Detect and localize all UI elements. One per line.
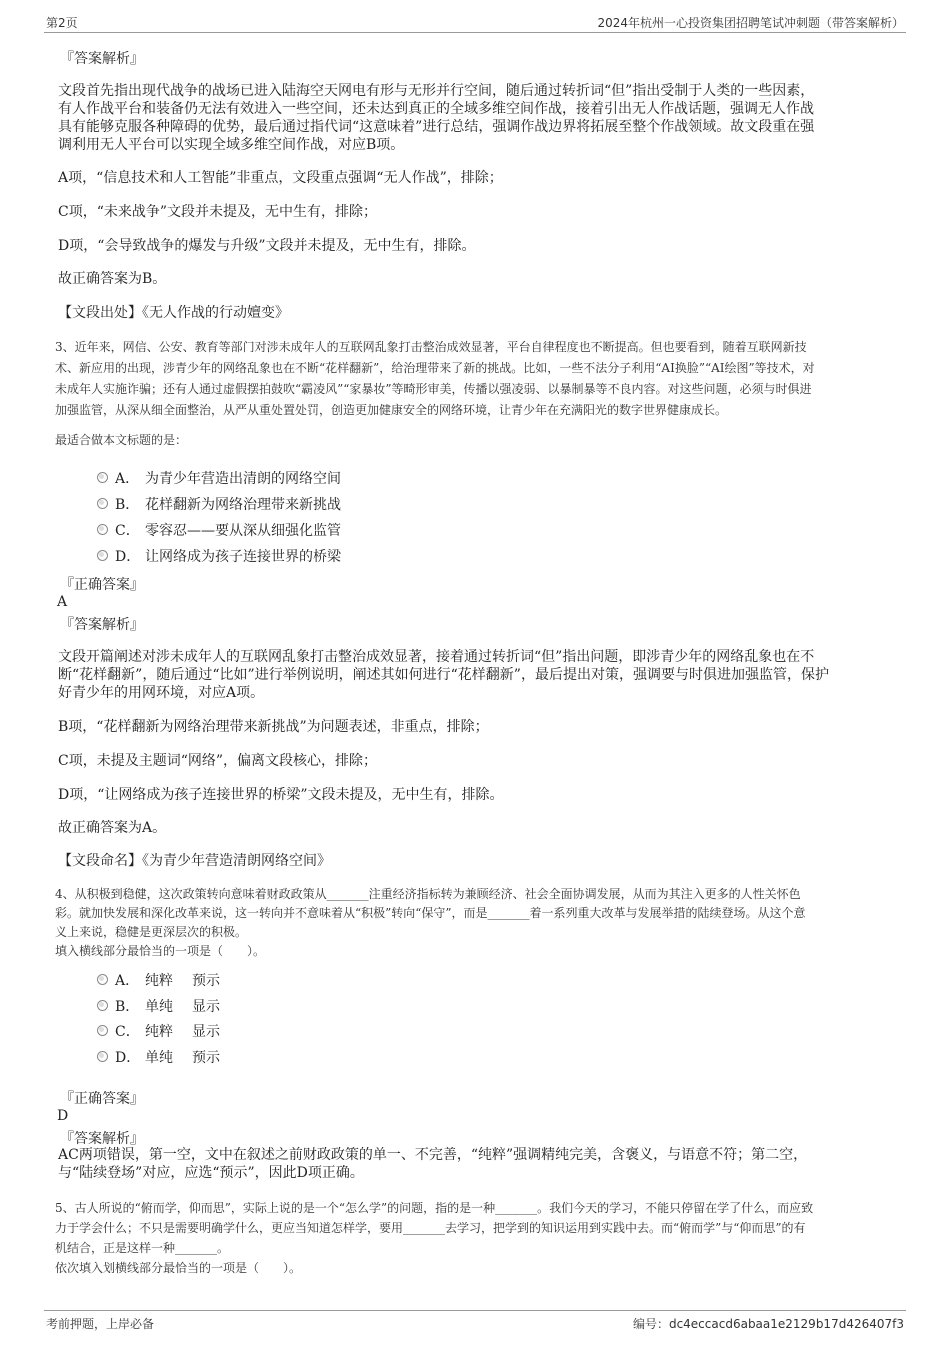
document-title: 2024年杭州一心投资集团招聘笔试冲刺题（带答案解析）	[597, 16, 904, 30]
radio-icon[interactable]	[97, 524, 108, 535]
q2-analysis-tag: 『答案解析』	[60, 51, 144, 67]
q4-analysis-line: 与“陆续登场”对应，应选“预示”，因此D项正确。	[58, 1165, 364, 1181]
q3-analysis-tag: 『答案解析』	[60, 617, 144, 633]
q4-answer-tag: 『正确答案』	[60, 1091, 144, 1107]
q3-option-c-analysis: C项，未提及主题词“网络”，偏离文段核心，排除；	[58, 753, 378, 769]
q2-analysis-line: 具有能够克服各种障碍的优势，最后通过指代词“这意味着”进行总结，强调作战边界将拓展至整个作战领域。故文段重在强	[58, 119, 815, 135]
q4-stem-line: 4、从积极到稳健，这次政策转向意味着财政政策从_______注重经济指标转为兼顾经济、社会全面协调发展，从而为其注入更多的人性关怀色	[55, 887, 801, 901]
q4-stem-line: 义上来说，稳健是更深层次的积极。	[55, 925, 248, 939]
q3-stem-line: 3、近年来，网信、公安、教育等部门对涉未成年人的互联网乱象打击整治成效显著，平台自律程度也不断提高。但也要看到，随着互联网新技	[55, 340, 807, 354]
q4-answer: D	[57, 1108, 69, 1124]
q4-analysis-line: AC两项错误，第一空，文中在叙述之前财政政策的单一、不完善，“纯粹”强调精纯完美，含褒义，与语意不符；第二空，	[58, 1147, 808, 1163]
page-number: 第2页	[46, 16, 78, 30]
radio-icon[interactable]	[97, 498, 108, 509]
radio-icon[interactable]	[97, 1051, 108, 1062]
q2-analysis-line: 调利用无人平台可以实现全域多维空间作战，对应B项。	[58, 137, 405, 153]
page-footer	[44, 1310, 906, 1333]
q2-analysis	[58, 82, 898, 154]
q3-stem-line: 术、新应用的出现，涉青少年的网络乱象也在不断“花样翻新”，给治理带来了新的挑战。比如，一些不法分子利用“AI换脸”“AI绘图”等技术，对	[55, 361, 815, 375]
q3-answer-tag: 『正确答案』	[60, 577, 144, 593]
q5-stem-line: 5、古人所说的“俯而学，仰而思”，实际上说的是一个“怎么学”的问题，指的是一种_______。我们今天的学习，不能只停留在学了什么，而应致	[55, 1201, 814, 1215]
document-code: 编号：dc4eccacd6abaa1e2129b17d426407f3	[632, 1317, 904, 1331]
radio-icon[interactable]	[97, 550, 108, 561]
page-header	[44, 12, 906, 33]
q3-analysis-line: 断“花样翻新”，随后通过“比如”进行举例说明，阐述其如何进行“花样翻新”，最后提出对策，强调要与时俱进加强监管，保护	[58, 667, 829, 683]
q3-option-b-analysis: B项，“花样翻新为网络治理带来新挑战”为问题表述，非重点，排除；	[58, 719, 489, 735]
footer-slogan: 考前押题，上岸必备	[46, 1317, 155, 1331]
q3-analysis-line: 文段开篇阐述对涉未成年人的互联网乱象打击整治成效显著，接着通过转折词“但”指出问题，即涉青少年的网络乱象也在不	[58, 649, 815, 665]
q3-stem	[55, 337, 905, 421]
q3-conclusion: 故正确答案为A。	[58, 820, 167, 836]
q3-naming: 【文段命名】《为青少年营造清朗网络空间》	[58, 853, 331, 869]
radio-icon[interactable]	[97, 974, 108, 985]
q5-stem-line: 机结合，正是这样一种_______。	[55, 1241, 230, 1255]
q4-analysis	[58, 1146, 898, 1182]
q3-analysis	[58, 648, 898, 702]
q3-question: 最适合做本文标题的是：	[55, 433, 188, 447]
q3-analysis-line: 好青少年的用网环境，对应A项。	[58, 685, 265, 701]
q4-stem	[55, 885, 905, 961]
radio-icon[interactable]	[97, 472, 108, 483]
radio-icon[interactable]	[97, 1000, 108, 1011]
q3-answer: A	[57, 594, 68, 610]
q2-analysis-line: 文段首先指出现代战争的战场已进入陆海空天网电有形与无形并行空间，随后通过转折词“但”指出受制于人类的一些因素，	[58, 83, 815, 99]
q3-option-d-analysis: D项，“让网络成为孩子连接世界的桥梁”文段未提及，无中生有，排除。	[58, 787, 504, 803]
q3-stem-line: 加强监管，从深从细全面整治，从严从重处置处罚，创造更加健康安全的网络环境，让青少年在充满阳光的数字世界健康成长。	[55, 403, 728, 417]
q2-analysis-line: 有人作战平台和装备仍无法有效进入一些空间，还未达到真正的全域多维空间作战，接着引出无人作战话题，强调无人作战	[58, 101, 814, 117]
q4-stem-line: 填入横线部分最恰当的一项是（ ）。	[55, 944, 266, 958]
q2-option-d-analysis: D项，“会导致战争的爆发与升级”文段并未提及，无中生有，排除。	[58, 238, 476, 254]
radio-icon[interactable]	[97, 1025, 108, 1036]
q5-stem-line: 依次填入划横线部分最恰当的一项是（ ）。	[55, 1261, 302, 1275]
q2-option-a-analysis: A项，“信息技术和人工智能”非重点，文段重点强调“无人作战”，排除；	[58, 170, 503, 186]
q2-conclusion: 故正确答案为B。	[58, 271, 167, 287]
q5-stem-line: 力于学会什么；不只是需要明确学什么，更应当知道怎样学，要用_______去学习，把学到的知识运用到实践中去。而“俯而学”与“仰而思”的有	[55, 1221, 806, 1235]
q2-option-c-analysis: C项，“未来战争”文段并未提及，无中生有，排除；	[58, 204, 378, 220]
q3-stem-line: 未成年人实施诈骗；还有人通过虚假摆拍鼓吹“霸凌风”“家暴妆”等畸形审美，传播以强凌弱、以暴制暴等不良内容。对这些问题，必须与时俱进	[55, 382, 812, 396]
q4-analysis-tag: 『答案解析』	[60, 1131, 144, 1147]
q2-source: 【文段出处】《无人作战的行动嬗变》	[58, 305, 289, 321]
q5-stem	[55, 1198, 905, 1278]
q4-stem-line: 彩。就加快发展和深化改革来说，这一转向并不意味着从“积极”转向“保守”，而是_______着一系列重大改革与发展举措的陆续登场。从这个意	[55, 906, 806, 920]
